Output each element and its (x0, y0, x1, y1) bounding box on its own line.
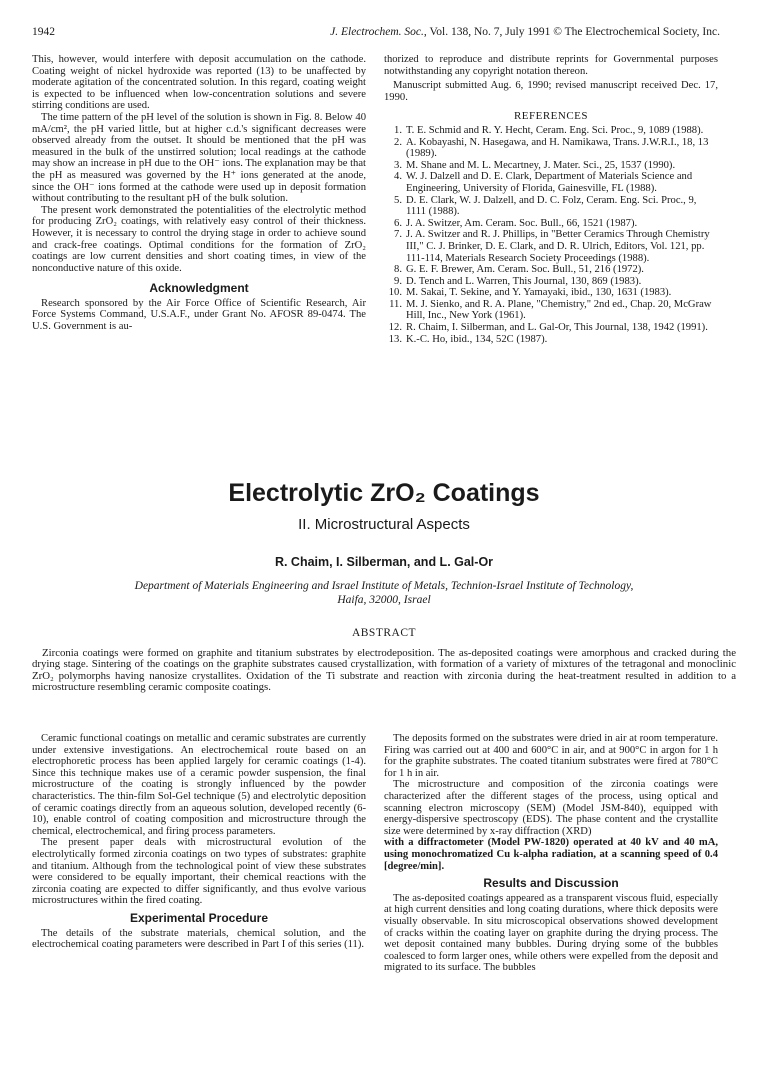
reference-number: 13. (388, 333, 402, 345)
page-number: 1942 (32, 26, 55, 38)
reference-number: 6. (394, 217, 402, 229)
reference-item (384, 160, 718, 172)
reference-item (384, 334, 718, 346)
reference-item (384, 322, 718, 334)
body-paragraph: This, however, would interfere with deposit accumulation on the cathode. Coating weight of nickel hydroxide was reported (13) to be unaffected by moderate agitation of the concentrated solution. In this regard, coating weight is expected to be influenced when low-concentration solutions and severe stirring conditions are used. (32, 54, 366, 112)
running-header (32, 26, 720, 42)
reference-text: J. A. Switzer and R. J. Phillips, in "Better Ceramics Through Chemistry III," C. J. Brinker, D. E. Clark, and D. R. Ulrich, Editors, Vol. 121, pp. 111-114, Materials Research Society Proceedings (1988). (406, 229, 710, 264)
body-paragraph: The as-deposited coatings appeared as a transparent viscous fluid, especially at high current densities and long coating durations, where thick deposits were visually observable. In situ microscopical observations showed development of cracks within the coating layer on graphite during the drying process. The wet deposit contained many bubbles. During drying some of the bubbles coalesced to form larger ones, while others were expelled from the deposit and migrated to its surface. The bubbles (384, 892, 718, 974)
body-paragraph: The present work demonstrated the potentialities of the electrolytic method for producing ZrO₂ coatings, with relatively easy control of their thickness. However, it is necessary to control the drying stage in order to achieve sound and crack-free coatings. Optimal conditions for the formation of ZrO₂ coatings are low current densities and short coating times, in view of the nonconductive nature of this oxide. (32, 204, 366, 274)
reference-item (384, 125, 718, 137)
article-title: Electrolytic ZrO₂ Coatings (228, 479, 540, 507)
reference-number: 7. (394, 229, 402, 241)
reference-text: A. Kobayashi, N. Hasegawa, and H. Namikawa, Trans. J.W.R.I., 18, 13 (1989). (406, 136, 709, 160)
reference-item (384, 171, 718, 194)
section-heading-results: Results and Discussion (483, 876, 619, 891)
reference-number: 12. (388, 322, 402, 334)
body-paragraph: The time pattern of the pH level of the solution is shown in Fig. 8. Below 40 mA/cm², the pH varied little, but at higher c.d.'s significant decreases were observed already from the outset. It should be mentioned that the pH was measured in the bulk of the unstirred solution; local readings at the cathode may show an increase in pH due to the OH⁻ ions. The explanation may be that the pH as measured was governed by the H⁺ ions generated at the anode, since the OH⁻ ions formed at the cathode were used up in deposit formation without contributing to the resultant pH of the bulk solution. (32, 111, 366, 205)
abstract-heading: ABSTRACT (351, 627, 417, 639)
reference-text: M. Shane and M. L. Mecartney, J. Mater. Sci., 25, 1537 (1990). (406, 159, 676, 171)
article-title-block (32, 478, 736, 607)
reference-number: 5. (394, 194, 402, 206)
reference-number: 3. (394, 159, 402, 171)
affiliation-line: Haifa, 32000, Israel (337, 594, 431, 606)
reference-text: M. J. Sienko, and R. A. Plane, "Chemistry," 2nd ed., Chap. 20, McGraw Hill, Inc., New York (1961). (406, 298, 712, 322)
journal-volume-info: , Vol. 138, No. 7, July 1991 © The Electrochemical Society, Inc. (423, 26, 720, 38)
body-paragraph: The present paper deals with microstructural evolution of the electrolytically formed zirconia coatings on two types of substrates: graphite and titanium. Although from the technological point of view these substrates were considered to be equally important, their chemical reactions with the zirconia coating are expected to differ significantly, and thus evolve various microstructures within the fired coating. (32, 837, 366, 907)
reference-number: 9. (394, 275, 402, 287)
references-heading: REFERENCES (513, 110, 589, 123)
reference-item (384, 137, 718, 160)
abstract-text: Zirconia coatings were formed on graphite and titanium substrates by electrodeposition. The as-deposited coatings were amorphous and cracked during the drying stage. Sintering of the coatings on the graphite substrates caused crystallization, with formation of a variety of mixtures of the tetragonal and monoclinic ZrO₂ polymorphs having nanosize crystallites. Oxidation of the Ti substrate and reaction with zirconia during the heat-treatment resulted in addition to a microstructure resembling ceramic composite coatings. (32, 646, 736, 694)
article-subtitle: II. Microstructural Aspects (298, 516, 470, 533)
reference-number: 11. (389, 298, 402, 310)
affiliation-line: Department of Materials Engineering and Israel Institute of Metals, Technion-Israel Institute of Technology, (134, 580, 634, 592)
article-body-left-column (32, 733, 366, 951)
reference-item (384, 218, 718, 230)
acknowledgment-heading: Acknowledgment (149, 281, 249, 296)
previous-article-right-column (384, 54, 718, 345)
reference-text: D. Tench and L. Warren, This Journal, 130, 869 (1983). (406, 275, 642, 287)
body-paragraph: thorized to reproduce and distribute reprints for Governmental purposes notwithstanding any copyright notation thereon. (384, 54, 718, 77)
reference-number: 4. (394, 171, 402, 183)
xrd-details-text: with a diffractometer (Model PW-1820) operated at 40 kV and 40 mA, using monochromatized Cu k-alpha radiation, at a scanning speed of 0.4 [degree/min]. (384, 837, 718, 872)
acknowledgment-text: Research sponsored by the Air Force Office of Scientific Research, Air Force Systems Command, U.S.A.F., under Grant No. AFOSR 89-0474. The U.S. Government is au- (32, 297, 366, 333)
abstract-section (32, 628, 736, 694)
reference-text: J. A. Switzer, Am. Ceram. Soc. Bull., 66, 1521 (1987). (406, 217, 638, 229)
reference-text: K.-C. Ho, ibid., 134, 52C (1987). (406, 333, 548, 345)
body-paragraph: The deposits formed on the substrates were dried in air at room temperature. Firing was carried out at 400 and 600°C in air, and at 900°C in argon for 1 h for the graphite substrates. The coated titanium substrates were fired at 780°C for 1 h in air. (384, 733, 718, 779)
reference-number: 10. (388, 287, 402, 299)
reference-item (384, 195, 718, 218)
reference-number: 1. (394, 124, 402, 136)
reference-text: G. E. F. Brewer, Am. Ceram. Soc. Bull., 51, 216 (1972). (406, 264, 644, 276)
body-paragraph: The details of the substrate materials, chemical solution, and the electrochemical coating parameters were described in Part I of this series (11). (32, 927, 366, 951)
reference-item (384, 229, 718, 264)
journal-citation (330, 26, 720, 38)
article-body-right-column (384, 733, 718, 974)
references-list (384, 125, 718, 345)
section-heading-experimental: Experimental Procedure (129, 910, 269, 925)
reference-number: 8. (394, 264, 402, 276)
reference-text: W. J. Dalzell and D. E. Clark, Department of Materials Science and Engineering, University of Florida, Gainesville, FL (1988). (406, 171, 693, 194)
reference-item (384, 287, 718, 299)
article-authors: R. Chaim, I. Silberman, and L. Gal-Or (274, 555, 494, 569)
reference-number: 2. (394, 136, 402, 148)
reference-text: T. E. Schmid and R. Y. Hecht, Ceram. Eng. Sci. Proc., 9, 1089 (1988). (406, 124, 704, 136)
reference-item (384, 299, 718, 322)
journal-name: J. Electrochem. Soc. (330, 26, 424, 38)
article-affiliation (32, 579, 736, 607)
reference-item (384, 276, 718, 288)
body-paragraph: Ceramic functional coatings on metallic and ceramic substrates are currently under extensive investigations. An electrochemical route based on an electrophoretic process has been applied largely for ceramic coatings (1-4). Since this technique makes use of a ceramic powder suspension, the final microstructure of the coating is strongly influenced by the powder characteristics. The thin-film Sol-Gel technique (5) and electrolytic deposition of ceramic coatings directly from an aqueous solution, developed recently (6-10), enable control of coating composition and microstructure through the chemical, electrochemical, and firing process parameters. (32, 733, 366, 837)
reference-text: M. Sakai, T. Sekine, and Y. Yamayaki, ibid., 130, 1631 (1983). (406, 287, 672, 299)
manuscript-dates: Manuscript submitted Aug. 6, 1990; revised manuscript received Dec. 17, 1990. (384, 80, 718, 103)
body-paragraph: The microstructure and composition of the zirconia coatings were characterized after the different stages of the process, using optical and scanning electron microscopy (SEM) (Model JSM-840), equipped with energy-dispersive spectroscopy (EDS). The phase content and the crystallite size were determined by x-ray diffraction (XRD) (384, 779, 718, 837)
reference-text: D. E. Clark, W. J. Dalzell, and D. C. Folz, Ceram. Eng. Sci. Proc., 9, 1111 (1988). (406, 194, 697, 218)
reference-item (384, 264, 718, 276)
reference-text: R. Chaim, I. Silberman, and L. Gal-Or, This Journal, 138, 1942 (1991). (406, 322, 708, 334)
previous-article-left-column (32, 54, 366, 333)
